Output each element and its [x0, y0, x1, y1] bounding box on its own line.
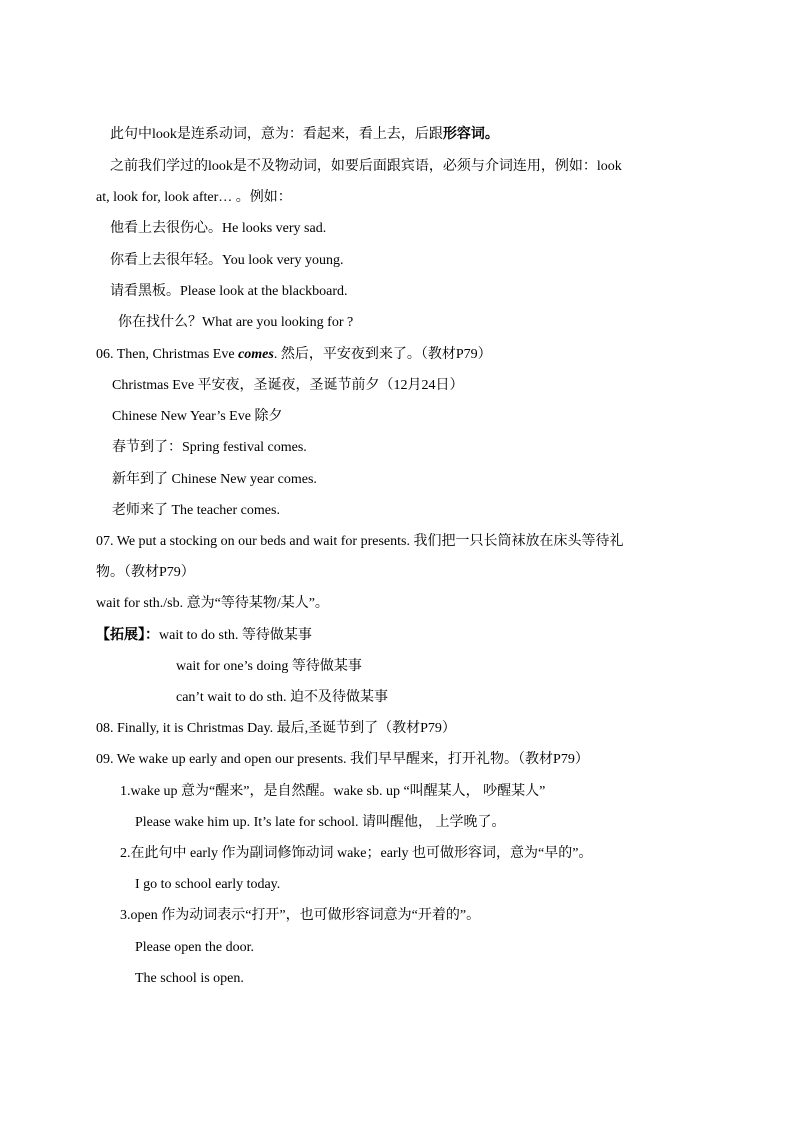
text-line: 1.wake up 意为“醒来”，是自然醒。wake sb. up “叫醒某人， 吵醒某人” — [120, 784, 546, 799]
text-line: 08. Finally, it is Christmas Day. 最后,圣诞节到了（教材P79） — [96, 721, 456, 736]
text-line: 物。（教材P79） — [96, 565, 195, 580]
text-line: 2.在此句中 early 作为副词修饰动词 wake；early 也可做形容词，意为“早的”。 — [120, 846, 593, 861]
text-line: 春节到了：Spring festival comes. — [112, 440, 307, 455]
text-line: Chinese New Year’s Eve 除夕 — [112, 409, 283, 424]
text-line: Please wake him up. It’s late for school. 请叫醒他， 上学晚了。 — [135, 815, 506, 830]
text-line: Please open the door. — [135, 940, 254, 955]
text-line: at, look for, look after… 。例如： — [96, 190, 292, 205]
text-line: The school is open. — [135, 971, 244, 986]
text-line: 你看上去很年轻。You look very young. — [110, 253, 344, 268]
text-line: Christmas Eve 平安夜，圣诞夜，圣诞节前夕（12月24日） — [112, 378, 464, 393]
text-line: 06. Then, Christmas Eve comes. 然后，平安夜到来了。（教材P79） — [96, 347, 492, 362]
text-line: 新年到了 Chinese New year comes. — [112, 472, 317, 487]
text-line: can’t wait to do sth. 迫不及待做某事 — [176, 690, 389, 705]
text-line: wait for one’s doing 等待做某事 — [176, 659, 362, 674]
text-line: 此句中look是连系动词，意为：看起来，看上去，后跟形容词。 — [110, 127, 499, 142]
text-line: wait for sth./sb. 意为“等待某物/某人”。 — [96, 596, 329, 611]
text-line: 老师来了 The teacher comes. — [112, 503, 280, 518]
text-line: 请看黑板。Please look at the blackboard. — [110, 284, 348, 299]
text-line: 【拓展】：wait to do sth. 等待做某事 — [96, 628, 312, 643]
text-line: 你在找什么？What are you looking for ? — [118, 315, 354, 330]
text-line: 他看上去很伤心。He looks very sad. — [110, 221, 327, 236]
text-line: 3.open 作为动词表示“打开”，也可做形容词意为“开着的”。 — [120, 908, 481, 923]
text-line: 07. We put a stocking on our beds and wait for presents. 我们把一只长筒袜放在床头等待礼 — [96, 534, 624, 549]
text-line: 之前我们学过的look是不及物动词，如要后面跟宾语，必须与介词连用，例如：look — [110, 159, 622, 174]
text-line: I go to school early today. — [135, 877, 281, 892]
text-line: 09. We wake up early and open our presents. 我们早早醒来，打开礼物。（教材P79） — [96, 752, 589, 767]
